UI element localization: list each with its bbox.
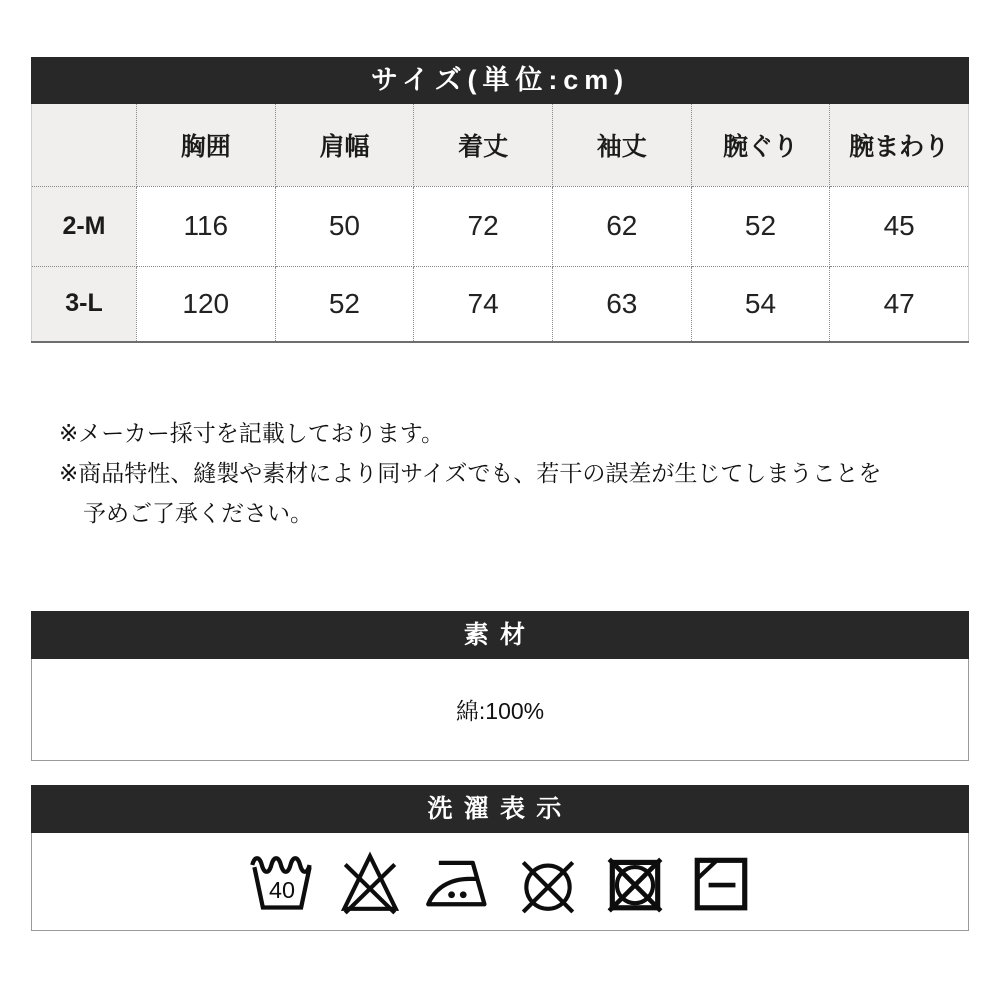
- row-label-3l: 3-L: [32, 266, 137, 342]
- corner-cell: [32, 104, 137, 186]
- column-header-arm-width: 腕まわり: [830, 104, 969, 186]
- size-section: [31, 57, 969, 343]
- do-not-bleach-icon: [337, 848, 403, 916]
- material-content: 綿:100%: [31, 659, 969, 761]
- size-cell: 120: [136, 266, 275, 342]
- content-column: [31, 0, 969, 931]
- size-cell: 52: [691, 186, 830, 266]
- material-section: [31, 611, 969, 761]
- note-line: ※商品特性、縫製や素材により同サイズでも、若干の誤差が生じてしまうことを: [59, 460, 882, 486]
- svg-text:40: 40: [268, 876, 295, 903]
- column-header-shoulder: 肩幅: [275, 104, 414, 186]
- column-header-armhole: 腕ぐり: [691, 104, 830, 186]
- size-cell: 116: [136, 186, 275, 266]
- wash-care-section: [31, 785, 969, 931]
- wash-care-icons: [31, 833, 969, 931]
- size-cell: 63: [552, 266, 691, 342]
- note-line: 予めご了承ください。: [83, 500, 313, 526]
- column-header-length: 着丈: [414, 104, 553, 186]
- column-header-sleeve: 袖丈: [552, 104, 691, 186]
- material-section-title: 素材: [31, 611, 969, 659]
- size-row-3l: [32, 266, 969, 342]
- size-cell: 50: [275, 186, 414, 266]
- size-section-title: サイズ(単位:cm): [31, 57, 969, 104]
- size-cell: 74: [414, 266, 553, 342]
- note-line: ※メーカー採寸を記載しております。: [59, 420, 444, 446]
- column-header-chest: 胸囲: [136, 104, 275, 186]
- size-cell: 54: [691, 266, 830, 342]
- size-cell: 72: [414, 186, 553, 266]
- size-table: [31, 104, 969, 343]
- do-not-dry-clean-icon: [515, 848, 581, 916]
- row-label-2m: 2-M: [32, 186, 137, 266]
- size-cell: 62: [552, 186, 691, 266]
- wash-care-section-title: 洗濯表示: [31, 785, 969, 833]
- iron-medium-heat-icon: [424, 848, 494, 916]
- size-table-header-row: [32, 104, 969, 186]
- wash-40-icon: [248, 848, 316, 916]
- flat-dry-in-shade-icon: [689, 848, 753, 916]
- size-cell: 52: [275, 266, 414, 342]
- measurement-notes: [31, 413, 969, 533]
- size-cell: 47: [830, 266, 969, 342]
- size-cell: 45: [830, 186, 969, 266]
- size-row-2m: [32, 186, 969, 266]
- do-not-tumble-dry-icon: [602, 848, 668, 916]
